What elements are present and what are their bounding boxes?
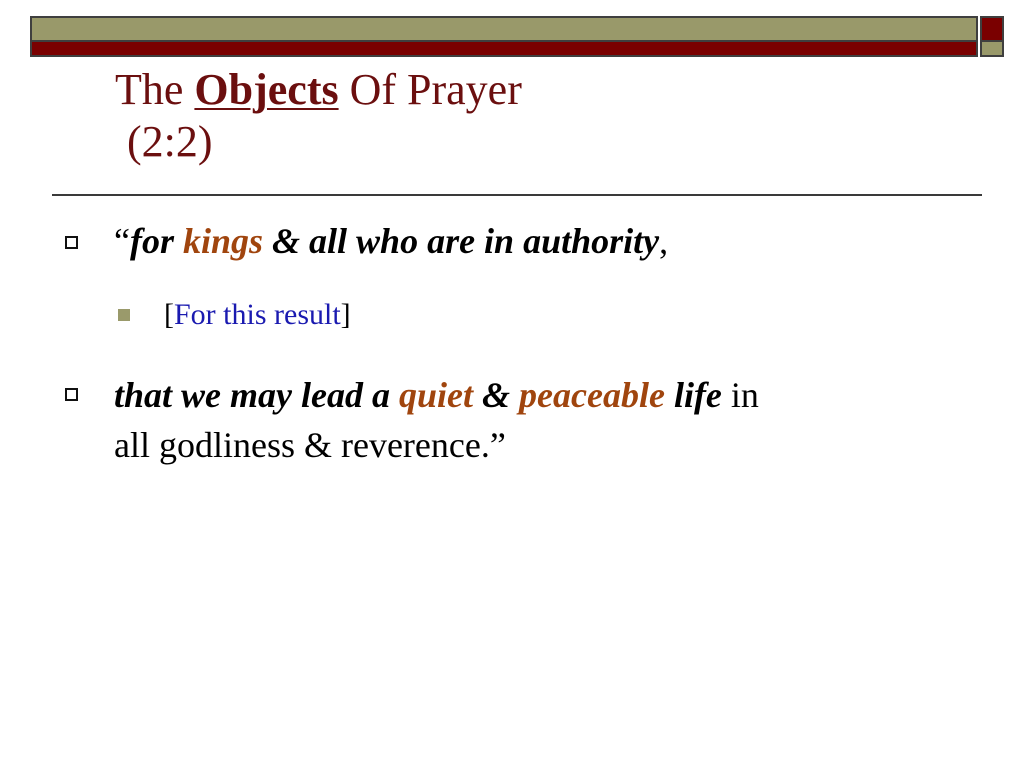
title-emphasis: Objects bbox=[194, 65, 339, 114]
peaceable-word: peaceable bbox=[519, 375, 665, 415]
for-word: for bbox=[129, 221, 174, 261]
kings-word: kings bbox=[182, 221, 264, 261]
open-bracket: [ bbox=[164, 298, 174, 331]
quiet-word: quiet bbox=[398, 375, 473, 415]
filled-square-bullet-icon bbox=[118, 309, 130, 321]
trailing-comma: , bbox=[659, 221, 669, 261]
title-subtitle: (2:2) bbox=[127, 117, 213, 166]
title-suffix: Of Prayer bbox=[338, 65, 522, 114]
space bbox=[174, 221, 183, 261]
sub-bullet-text bbox=[164, 297, 351, 333]
for-this-result: For this result bbox=[174, 298, 341, 331]
hollow-square-bullet-icon bbox=[65, 236, 78, 249]
life-word: life bbox=[664, 375, 722, 415]
ampersand: & bbox=[473, 375, 520, 415]
title-prefix: The bbox=[115, 65, 195, 114]
hollow-square-bullet-icon bbox=[65, 388, 78, 401]
authority-phrase: & all who are in authority bbox=[263, 221, 660, 261]
bullet-3-text bbox=[114, 370, 974, 470]
bullet-3-line-1 bbox=[114, 370, 974, 420]
bullet-1-text bbox=[114, 216, 668, 266]
close-bracket: ] bbox=[340, 298, 351, 331]
in-word: in bbox=[721, 375, 759, 415]
open-quote: “ bbox=[114, 221, 130, 261]
lead-phrase: that we may lead a bbox=[114, 375, 399, 415]
bullet-3-line-2: all godliness & reverence.” bbox=[114, 425, 506, 465]
